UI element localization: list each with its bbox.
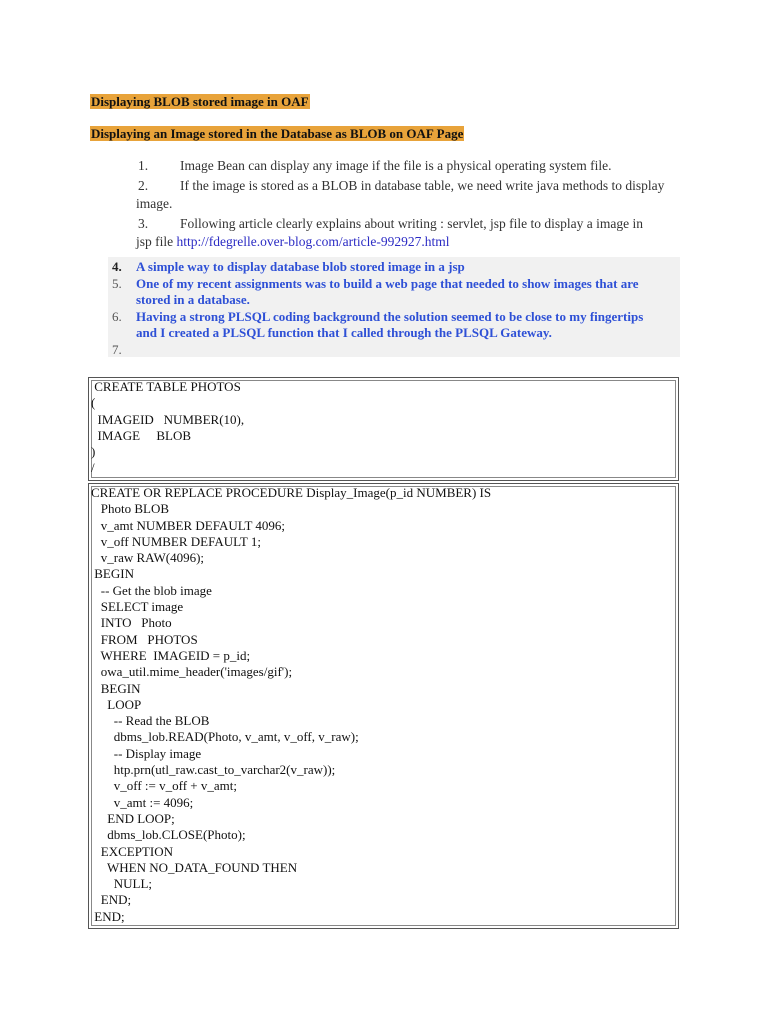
code-line: INTO Photo: [91, 615, 172, 631]
list-item: [108, 309, 680, 342]
list-text: One of my recent assignments was to build a web page that needed to show images that are: [136, 275, 639, 291]
list-text-continuation: and I created a PLSQL function that I called through the PLSQL Gateway.: [136, 325, 552, 340]
code-line: WHEN NO_DATA_FOUND THEN: [91, 859, 298, 875]
code-line: BEGIN: [91, 566, 134, 582]
list-number: 4.: [112, 259, 122, 274]
list-text-wrapper: [136, 177, 680, 213]
list-number: 7.: [112, 341, 122, 357]
grey-numbered-list: [130, 157, 680, 253]
heading-image-database-oaf-page: [90, 126, 464, 141]
list-item: [130, 215, 680, 251]
list-item: [108, 259, 680, 276]
code-line: ): [91, 444, 96, 460]
code-line: END;: [91, 892, 132, 908]
code-line: BEGIN: [91, 680, 141, 696]
list-item: [130, 177, 680, 213]
code-line: CREATE OR REPLACE PROCEDURE Display_Image(p_id NUMBER) IS: [91, 485, 492, 500]
list-text: Having a strong PLSQL coding background the solution seemed to be close to my fingertips: [136, 308, 644, 324]
code-line: dbms_lob.READ(Photo, v_amt, v_off, v_raw);: [91, 729, 359, 745]
code-line: -- Read the BLOB: [91, 713, 210, 729]
code-line: IMAGEID NUMBER(10),: [91, 411, 245, 427]
list-text-continuation: stored in a database.: [136, 292, 250, 307]
code-line: END LOOP;: [91, 810, 175, 826]
list-number: 6.: [112, 308, 122, 324]
code-line: -- Display image: [91, 745, 202, 761]
code-line: SELECT image: [91, 599, 184, 615]
code-line: EXCEPTION: [91, 843, 173, 859]
code-line: CREATE TABLE PHOTOS: [91, 379, 241, 394]
heading-blob-image-oaf: [90, 94, 310, 109]
code-line: v_raw RAW(4096);: [91, 550, 205, 566]
code-line: Photo BLOB: [91, 501, 170, 517]
code-line: v_amt := 4096;: [91, 794, 194, 810]
code-line: IMAGE BLOB: [91, 427, 192, 443]
code-create-table: [91, 379, 244, 477]
list-text: If the image is stored as a BLOB in database table, we need write java methods to display: [180, 178, 665, 193]
heading-text: Displaying an Image stored in the Database as BLOB on OAF Page: [91, 126, 464, 141]
code-line: (: [91, 395, 96, 411]
code-line: htp.prn(utl_raw.cast_to_varchar2(v_raw));: [91, 762, 336, 778]
list-item: [108, 276, 680, 309]
code-display-image-procedure: [91, 485, 491, 925]
list-text-continuation: image.: [136, 196, 173, 211]
code-line: v_off NUMBER DEFAULT 1;: [91, 533, 261, 549]
list-text-prefix: jsp file: [136, 234, 177, 249]
list-number: 3.: [138, 216, 149, 231]
code-line: -- Get the blob image: [91, 582, 212, 598]
list-text: Image Bean can display any image if the file is a physical operating system file.: [180, 158, 612, 173]
list-text-continuation: [136, 233, 680, 251]
list-item: [130, 157, 680, 175]
list-item: [108, 342, 680, 359]
code-line: WHERE IMAGEID = p_id;: [91, 647, 251, 663]
list-text: Following article clearly explains about writing : servlet, jsp file to display a image in: [180, 216, 644, 231]
list-number: 2.: [138, 178, 149, 193]
code-line: v_amt NUMBER DEFAULT 4096;: [91, 517, 286, 533]
code-line: /: [91, 460, 95, 476]
heading-text: Displaying BLOB stored image in OAF: [91, 94, 309, 109]
list-number: 5.: [112, 275, 122, 291]
code-line: NULL;: [91, 876, 153, 892]
code-line: dbms_lob.CLOSE(Photo);: [91, 827, 246, 843]
list-text-wrapper: [136, 215, 680, 251]
article-link[interactable]: http://fdegrelle.over-blog.com/article-992927.html: [176, 234, 450, 249]
code-line: FROM PHOTOS: [91, 631, 198, 647]
list-number: 1.: [138, 158, 149, 173]
code-line: END;: [91, 908, 125, 924]
list-text: A simple way to display database blob stored image in a jsp: [136, 259, 465, 274]
list-text-wrapper: [136, 309, 643, 341]
blue-numbered-list: [108, 259, 680, 358]
list-text-wrapper: [136, 276, 639, 308]
code-line: LOOP: [91, 696, 142, 712]
code-line: owa_util.mime_header('images/gif');: [91, 664, 293, 680]
code-line: v_off := v_off + v_amt;: [91, 778, 237, 794]
list-text: [136, 342, 139, 357]
